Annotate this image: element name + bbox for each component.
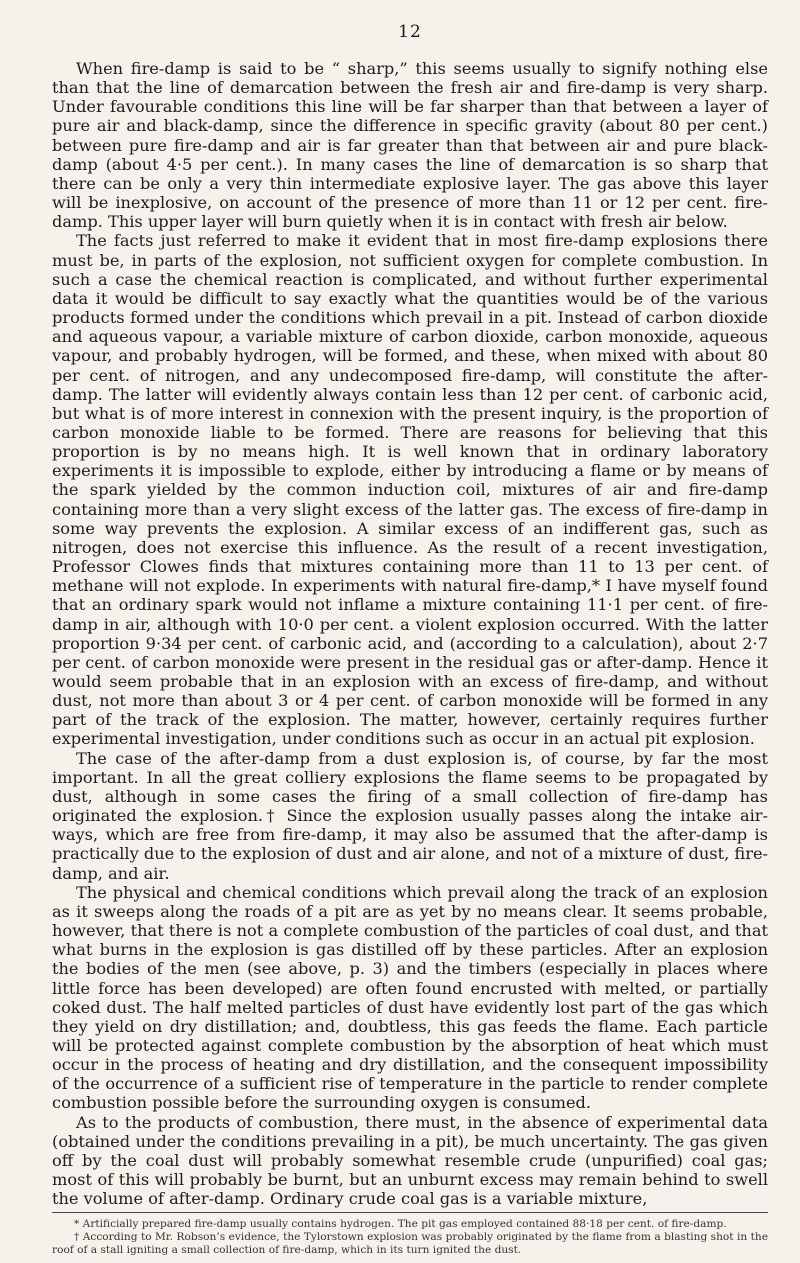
document-page: [52, 22, 768, 1256]
footnotes: [52, 1218, 768, 1256]
page-number: 12: [398, 22, 422, 42]
footnote-divider: [52, 1212, 768, 1213]
body-text: [52, 59, 768, 1208]
footnote: * Artificially prepared fire-damp usually contains hydrogen. The pit gas employed contained 88·18 per cent. of fire-damp.: [74, 1218, 727, 1231]
paragraph: As to the products of combustion, there must, in the absence of experimental data (obtained under the conditions prevailing in a pit), be much uncertainty. The gas given off by the coal dust will probably somewhat resemble crude (unpurified) coal gas; most of this will probably be burnt, but an unburnt excess may remain behind to swell the volume of after-damp. Ordinary crude coal gas is a variable mixture,: [52, 1112, 768, 1209]
paragraph: The case of the after-damp from a dust explosion is, of course, by far the most important. In all the great colliery explosions the flame seems to be propagated by dust, although in some cases the firing of a small collection of fire-damp has originated the explosion.† Since the explosion usually passes along the intake air-ways, which are free from fire-damp, it may also be assumed that the after-damp is practically due to the explosion of dust and air alone, and not of a mixture of dust, fire-damp, and air.: [52, 748, 768, 883]
footnote: † According to Mr. Robson’s evidence, the Tylorstown explosion was probably originated by the flame from a blasting shot in the roof of a stall igniting a small collection of fire-damp, which in its turn ignited the dust.: [52, 1230, 768, 1256]
paragraph: The physical and chemical conditions which prevail along the track of an explosion as it sweeps along the roads of a pit are as yet by no means clear. It seems probable, however, that there is not a complete combustion of the particles of coal dust, and that what burns in the explosion is gas distilled off by these particles. After an explosion the bodies of the men (see above, p. 3) and the timbers (especially in places where little force has been developed) are often found encrusted with melted, or partially coked dust. The half melted particles of dust have evidently lost part of the gas which they yield on dry distillation; and, doubtless, this gas feeds the flame. Each particle will be protected against complete combustion by the absorption of heat which must occur in the process of heating and dry distillation, and the consequent impossibility of the occurrence of a sufficient rise of temperature in the particle to render complete combustion possible before the surrounding oxygen is consumed.: [52, 882, 768, 1113]
paragraph: When fire-damp is said to be “ sharp,” this seems usually to signify nothing else than that the line of demarcation between the fresh air and fire-damp is very sharp. Under favourable conditions this line will be far sharper than that between a layer of pure air and black-damp, since the difference in specific gravity (about 80 per cent.) between pure fire-damp and air is far greater than that between air and pure black-damp (about 4·5 per cent.). In many cases the line of demarcation is so sharp that there can be only a very thin intermediate explosive layer. The gas above this layer will be inexplosive, on account of the presence of more than 11 or 12 per cent. fire-damp. This upper layer will burn quietly when it is in contact with fresh air below.: [52, 59, 768, 232]
paragraph: The facts just referred to make it evident that in most fire-damp explosions there must be, in parts of the explosion, not sufficient oxygen for complete combustion. In such a case the chemical reaction is complicated, and without further experimental data it would be difficult to say exactly what the quantities would be of the various products formed under the conditions which prevail in a pit. Instead of carbon dioxide and aqueous vapour, a variable mixture of carbon dioxide, carbon monoxide, aqueous vapour, and probably hydrogen, will be formed, and these, when mixed with about 80 per cent. of nitrogen, and any undecomposed fire-damp, will constitute the after-damp. The latter will evidently always contain less than 12 per cent. of carbonic acid, but what is of more interest in connexion with the present inquiry, is the proportion of carbon monoxide liable to be formed. There are reasons for believing that this proportion is by no means high. It is well known that in ordinary laboratory experiments it is impossible to explode, either by introducing a flame or by means of the spark yielded by the common induction coil, mixtures of air and fire-damp containing more than a very slight excess of the latter gas. The excess of fire-damp in some way prevents the explosion. A similar excess of an indifferent gas, such as nitrogen, does not exercise this influence. As the result of a recent investigation, Professor Clowes finds that mixtures containing more than 11 to 13 per cent. of methane will not explode. In experiments with natural fire-damp,* I have myself found that an ordinary spark would not inflame a mixture containing 11·1 per cent. of fire-damp in air, although with 10·0 per cent. a violent explosion occurred. With the latter proportion 9·34 per cent. of carbonic acid, and (according to a calculation), about 2·7 per cent. of carbon monoxide were present in the residual gas or after-damp. Hence it would seem probable that in an explosion with an excess of fire-damp, and without dust, not more than about 3 or 4 per cent. of carbon monoxide will be formed in any part of the track of the explosion. The matter, however, certainly requires further experimental investigation, under conditions such as occur in an actual pit explosion.: [52, 231, 768, 749]
